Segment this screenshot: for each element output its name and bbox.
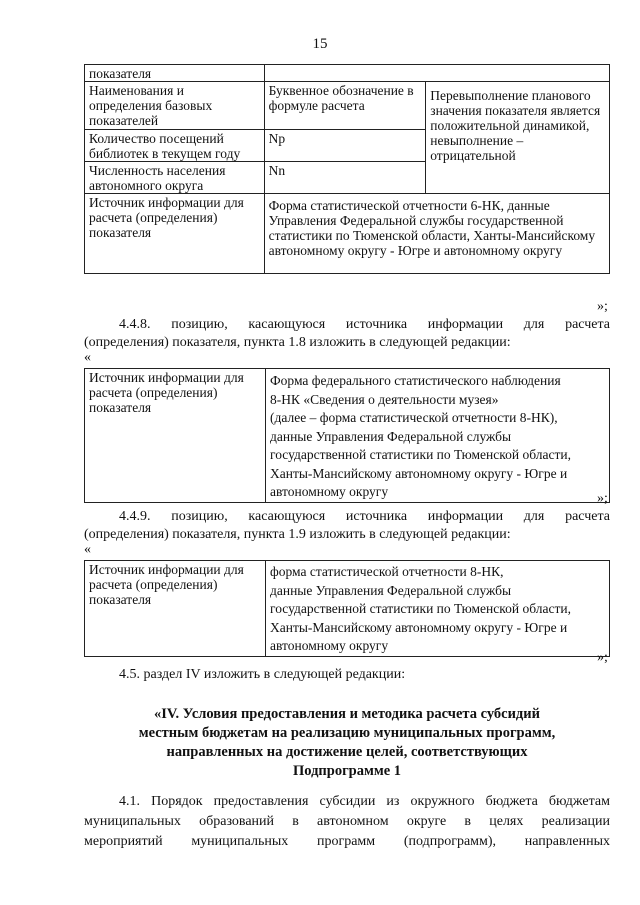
closing-quote: »; xyxy=(597,299,608,314)
closing-quote: »; xyxy=(597,491,608,506)
heading-line: «IV. Условия предоставления и методика расчета субсидий xyxy=(154,706,540,722)
paragraph-line: (определения) показателя, пункта 1.8 изложить в следующей редакции: xyxy=(84,335,511,350)
paragraph-4-4-9 xyxy=(84,508,610,544)
paragraph-line: 4.4.8. позицию, касающуюся источника информации для расчета xyxy=(119,317,610,332)
cell-line: (далее – форма статистической отчетности 8-НК), xyxy=(270,410,558,425)
indicator-table xyxy=(84,64,610,274)
cell-letter-designation-header: Буквенное обозначение в формуле расчета xyxy=(264,82,426,130)
cell-library-visits: Количество посещений библиотек в текущем году xyxy=(85,130,265,162)
heading-line: Подпрограмме 1 xyxy=(292,763,402,779)
heading-line: направленных на достижение целей, соответствующих xyxy=(166,744,528,760)
cell-line: форма статистической отчетности 8-НК, xyxy=(270,564,504,579)
cell-nn-symbol: Nn xyxy=(264,162,426,194)
info-source-table-1-8 xyxy=(84,368,610,503)
cell-info-source-label: Источник информации для расчета (определения) показателя xyxy=(85,194,265,274)
cell-line: данные Управления Федеральной службы xyxy=(270,428,512,444)
section-heading xyxy=(84,705,610,781)
cell-info-source-value xyxy=(266,369,610,503)
paragraph-line: 4.4.9. позицию, касающуюся источника информации для расчета xyxy=(119,509,610,524)
paragraph-line: (определения) показателя, пункта 1.9 изложить в следующей редакции: xyxy=(84,527,511,542)
paragraph-4-1 xyxy=(84,792,610,852)
cell-info-source-value xyxy=(266,561,610,657)
info-source-table-1-9 xyxy=(84,560,610,657)
cell-line: данные Управления Федеральной службы xyxy=(270,582,512,598)
cell-info-source-label: Источник информации для расчета (определения) показателя xyxy=(85,369,266,503)
cell-line: Форма федерального статистического наблюдения xyxy=(270,373,561,388)
cell-line: автономному округу xyxy=(270,638,389,653)
cell-info-source-value: Форма статистической отчетности 6-НК, данные Управления Федеральной службы государственной статистики по Тюменской области, Ханты-Мансийскому автономному округу - Югре и автономному округу xyxy=(264,194,609,274)
cell-line: 8-НК «Сведения о деятельности музея» xyxy=(270,391,499,407)
opening-quote: « xyxy=(84,350,91,365)
cell-line: государственной статистики по Тюменской области, xyxy=(270,601,571,616)
opening-quote: « xyxy=(84,542,91,557)
cell-dynamics-note: Перевыполнение планового значения показателя является положительной динамикой, невыполнение – отрицательной xyxy=(426,82,610,194)
heading-line: местным бюджетам на реализацию муниципальных программ, xyxy=(138,725,556,741)
cell-empty xyxy=(264,65,609,82)
cell-population: Численность населения автономного округа xyxy=(85,162,265,194)
closing-quote: »; xyxy=(597,650,608,665)
page-number: 15 xyxy=(312,36,328,52)
paragraph-line: муниципальных образований в автономном округе в целях реализации xyxy=(84,814,610,829)
paragraph-4-5: 4.5. раздел IV изложить в следующей редакции: xyxy=(119,667,406,682)
paragraph-4-4-8 xyxy=(84,316,610,352)
cell-base-indicators-header: Наименования и определения базовых показателей xyxy=(85,82,265,130)
cell-np-symbol: Np xyxy=(264,130,426,162)
cell-line: Ханты-Мансийскому автономному округу - Югре и xyxy=(270,465,568,481)
cell-indicator-label: показателя xyxy=(85,65,265,82)
cell-line: государственной статистики по Тюменской области, xyxy=(270,447,571,462)
cell-line: автономному округу xyxy=(270,484,389,499)
paragraph-line: мероприятий муниципальных программ (подпрограмм), направленных xyxy=(84,834,610,849)
cell-info-source-label: Источник информации для расчета (определения) показателя xyxy=(85,561,266,657)
cell-line: Ханты-Мансийскому автономному округу - Югре и xyxy=(270,619,568,635)
paragraph-line: 4.1. Порядок предоставления субсидии из окружного бюджета бюджетам xyxy=(119,794,610,809)
